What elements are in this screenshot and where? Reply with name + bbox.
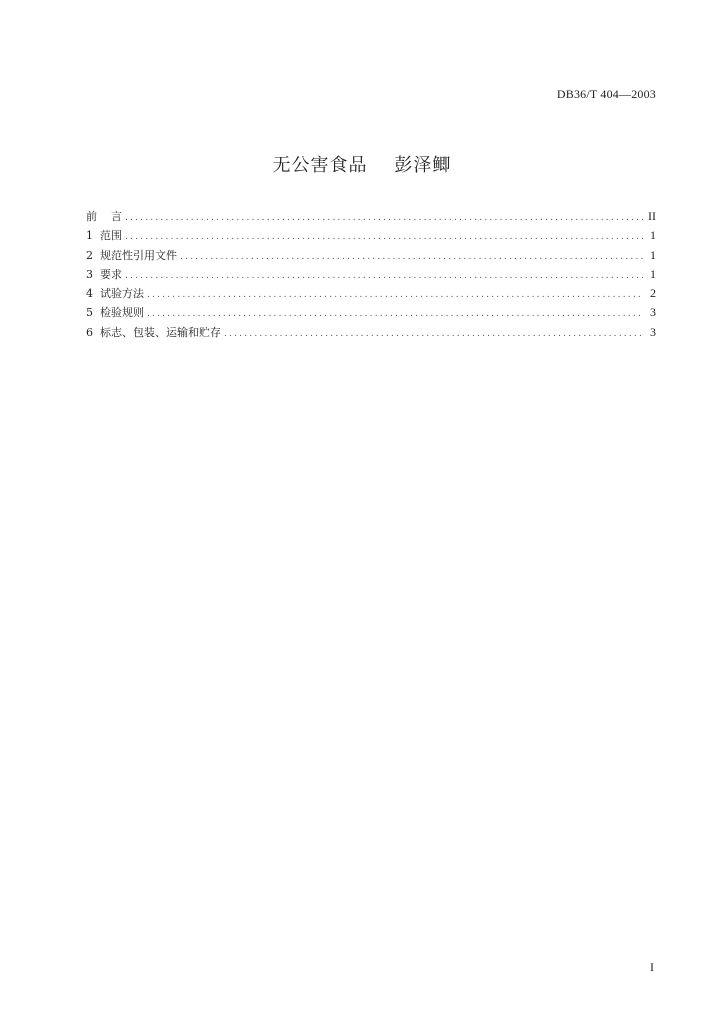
table-of-contents: [86, 207, 656, 342]
page-number: I: [650, 960, 654, 974]
toc-dot-leader: [125, 228, 643, 247]
toc-entry-page: 2: [650, 286, 656, 301]
toc-dot-leader: [125, 267, 643, 286]
document-title: 无公害食品 彭泽鲫: [272, 155, 452, 176]
toc-dot-leader: [147, 305, 643, 324]
toc-entry-requirements[interactable]: [86, 265, 656, 284]
toc-entry-label: 5 检验规则: [86, 306, 144, 320]
toc-entry-label: 3 要求: [86, 267, 122, 281]
toc-dot-leader: [147, 286, 643, 305]
toc-entry-label: 前 言: [86, 210, 122, 223]
toc-dot-leader: [224, 325, 643, 344]
toc-entry-label: 6 标志、包装、运输和贮存: [86, 325, 221, 339]
toc-entry-label: 4 试验方法: [86, 287, 144, 301]
toc-entry-page: II: [648, 209, 656, 223]
toc-entry-page: 1: [650, 228, 656, 243]
toc-entry-page: 3: [650, 324, 656, 339]
toc-dot-leader: [180, 248, 643, 267]
toc-entry-normative-references[interactable]: [86, 246, 656, 265]
toc-entry-page: 1: [650, 247, 656, 262]
toc-entry-scope[interactable]: [86, 226, 656, 245]
standard-code: DB36/T 404—2003: [556, 87, 656, 101]
toc-entry-test-methods[interactable]: [86, 284, 656, 303]
toc-entry-foreword[interactable]: [86, 207, 656, 226]
toc-entry-label: 2 规范性引用文件: [86, 248, 177, 262]
toc-entry-marking-packaging-transport-storage[interactable]: [86, 323, 656, 342]
toc-dot-leader: [125, 209, 643, 228]
toc-entry-inspection-rules[interactable]: [86, 303, 656, 322]
toc-entry-page: 1: [650, 266, 656, 281]
toc-entry-label: 1 范围: [86, 229, 122, 243]
toc-entry-page: 3: [650, 305, 656, 320]
